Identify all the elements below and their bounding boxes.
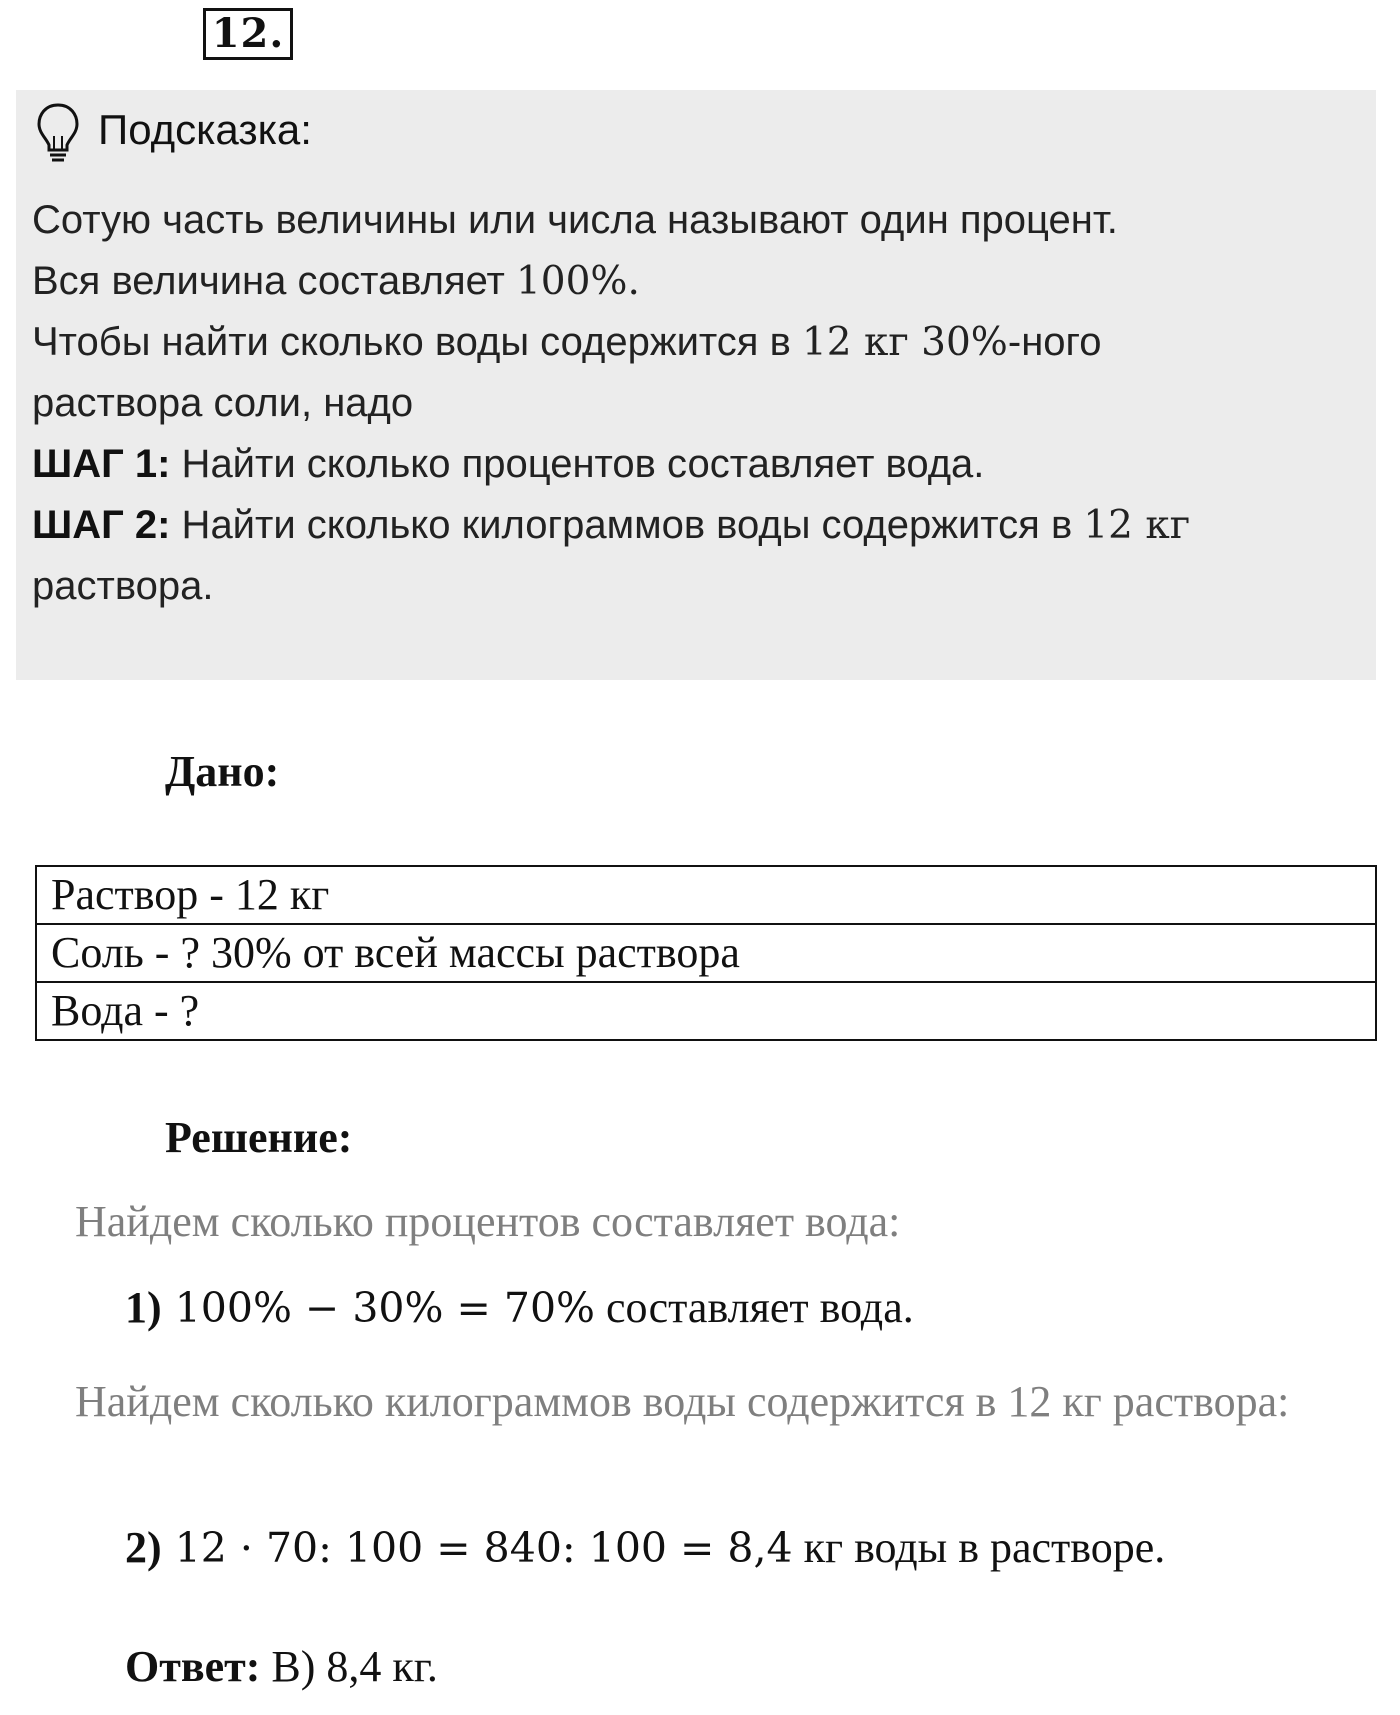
hint-step-1-label: ШАГ 1: [32,442,171,486]
hint-step-1 [32,434,1362,495]
given-row [36,982,1376,1040]
solution-step-2-text: кг воды в растворе. [792,1523,1166,1572]
hint-line-3-suffix: -ного [1007,320,1102,364]
solution-step-1-text: составляет вода. [595,1283,914,1332]
hint-step-2-end: раствора. [32,564,214,608]
solution-step-1-math: 100% − 30% = 70% [161,1284,595,1332]
hint-step-2-label: ШАГ 2: [32,503,171,547]
hint-line-2-text: Вся величина составляет [32,259,516,303]
hint-step-2-text: Найти сколько килограммов воды содержится в [170,503,1084,547]
hint-title: Подсказка: [98,106,312,153]
answer-text: В) 8,4 кг. [260,1642,438,1691]
answer-line [125,1637,438,1697]
hint-line-3-num: 12 кг 30% [801,320,1008,365]
hint-step-2-num: 12 кг [1083,503,1191,548]
given-title: Дано: [165,747,280,796]
solution-explain-1: Найдем сколько процентов составляет вода: [75,1197,901,1246]
hint-box [16,90,1376,680]
hint-step-2 [32,495,1362,556]
solution-title: Решение: [165,1113,353,1162]
solution-explain-2: Найдем сколько килограммов воды содержится в 12 кг раствора: [75,1377,1290,1426]
hint-step-1-text: Найти сколько процентов составляет вода. [170,442,985,486]
solution-step-2-math: 12 · 70: 100 = 840: 100 = 8,4 [161,1524,793,1572]
hint-line-2 [32,251,1362,312]
solution-step-2 [125,1518,1165,1578]
hint-line-3-text: Чтобы найти сколько воды содержится в [32,320,802,364]
hint-line-2-num: 100%. [515,259,640,304]
hint-line-3 [32,312,1362,373]
hint-line-1: Сотую часть величины или числа называют один процент. [32,198,1118,242]
hint-line-4: раствора соли, надо [32,381,414,425]
lightbulb-icon [34,100,82,166]
problem-number: 12. [203,8,293,60]
solution-step-1 [125,1278,914,1338]
given-cell-salt: Соль - ? 30% от всей массы раствора [36,924,1376,982]
given-row [36,924,1376,982]
solution-step-1-label: 1) [125,1283,162,1332]
given-cell-water: Вода - ? [36,982,1376,1040]
given-cell-solution: Раствор - 12 кг [36,866,1376,924]
hint-text [32,190,1362,617]
given-table [35,865,1377,1041]
solution-step-2-label: 2) [125,1523,162,1572]
answer-label: Ответ: [125,1642,261,1691]
given-row [36,866,1376,924]
